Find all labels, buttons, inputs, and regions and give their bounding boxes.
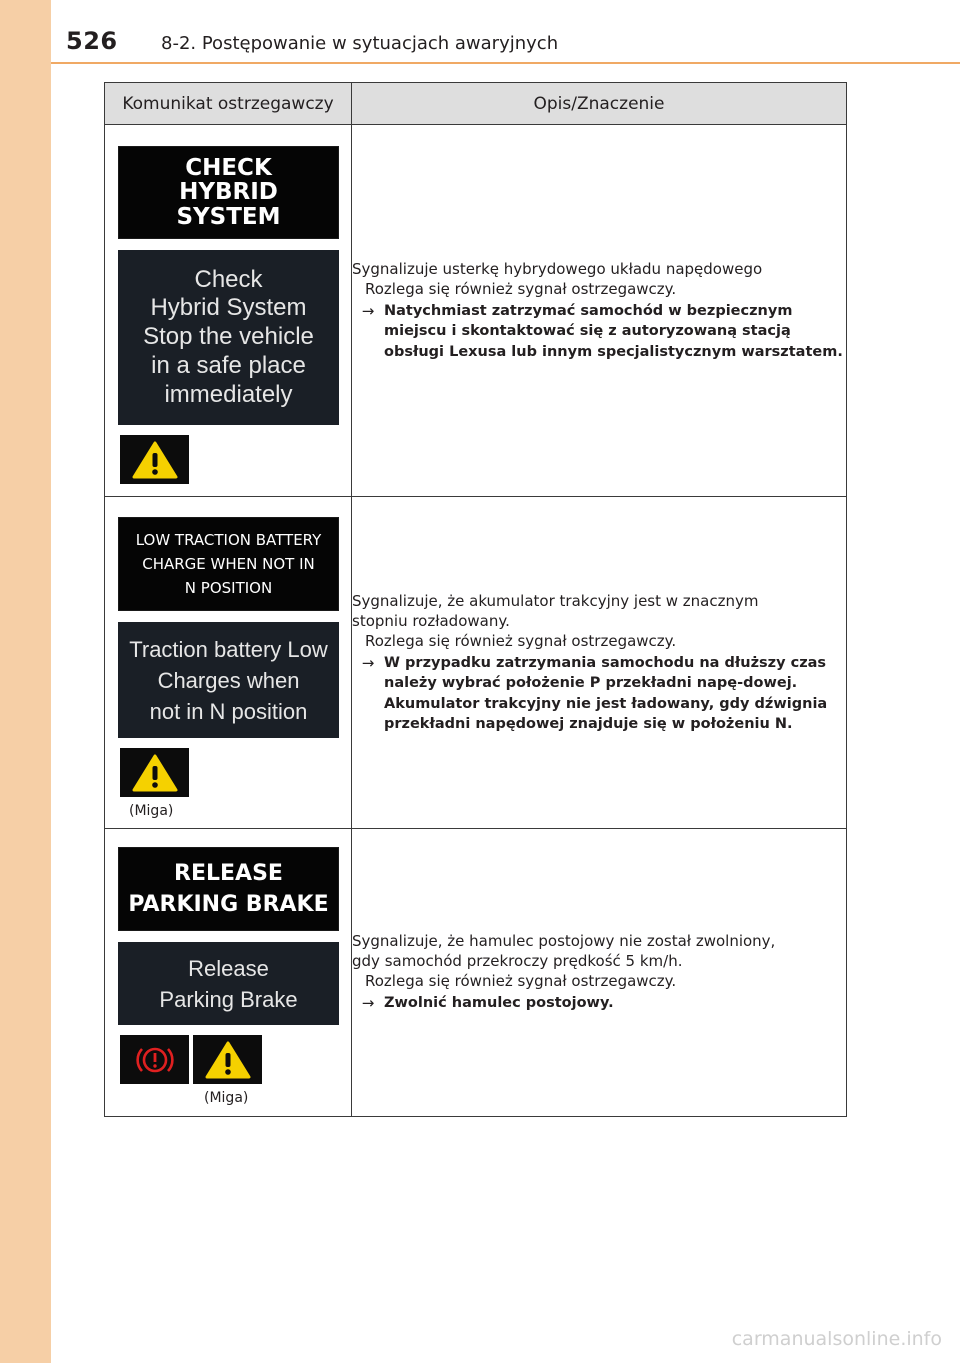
display-screen-soft xyxy=(118,942,339,1025)
screen-line: HYBRID xyxy=(179,179,278,206)
indicator-icons xyxy=(120,435,351,484)
action-instruction xyxy=(352,653,846,735)
section-title: 8-2. Postępowanie w sytuacjach awaryjnych xyxy=(161,33,559,54)
screen-line: SYSTEM xyxy=(176,203,281,230)
action-text: W przypadku zatrzymania samochodu na dłuższy czas należy wybrać położenie P przekładni napę-dowej. Akumulator trakcyjny nie jest ładowany, gdy dźwignia przekładni napędowej znajduje się w położeniu N. xyxy=(384,654,828,732)
blinking-note: (Miga) xyxy=(129,803,174,819)
screen-line: PARKING BRAKE xyxy=(128,892,329,917)
table-header-row xyxy=(105,83,847,125)
screen-line: not in N position xyxy=(149,698,308,724)
screen-line: Traction battery Low xyxy=(129,636,328,662)
arrow-right-icon: → xyxy=(361,653,375,672)
description-cell xyxy=(352,497,847,829)
message-cell xyxy=(105,497,352,829)
description-cell xyxy=(352,125,847,497)
display-screen-bold xyxy=(118,517,339,611)
screen-line: RELEASE xyxy=(174,861,283,886)
screen-line: Release xyxy=(188,955,269,981)
blinking-note: (Miga) xyxy=(204,1090,249,1106)
column-header-description: Opis/Znaczenie xyxy=(352,83,847,125)
buzzer-note: Rozlega się również sygnał ostrzegawczy. xyxy=(365,279,677,298)
table-row xyxy=(105,125,847,497)
table-row xyxy=(105,829,847,1117)
page-header xyxy=(0,0,960,64)
display-screen-bold xyxy=(118,847,339,931)
description-text: Sygnalizuje usterkę hybrydowego układu napędowego xyxy=(352,259,763,278)
warning-triangle-icon xyxy=(120,748,189,797)
screen-line: Check xyxy=(194,265,263,293)
parking-brake-icon xyxy=(120,1035,189,1084)
screen-line: Charges when xyxy=(157,667,300,693)
indicator-icons xyxy=(120,748,351,797)
description-text: Sygnalizuje, że hamulec postojowy nie został zwolniony, xyxy=(352,932,776,951)
screen-line: CHECK xyxy=(185,155,272,182)
display-screen-soft xyxy=(118,250,339,425)
action-text: Zwolnić hamulec postojowy. xyxy=(384,995,614,1012)
description-text: Sygnalizuje, że akumulator trakcyjny jest w znacznym xyxy=(352,591,759,610)
buzzer-note: Rozlega się również sygnał ostrzegawczy. xyxy=(365,972,677,991)
page-number: 526 xyxy=(66,27,118,55)
screen-line: N POSITION xyxy=(184,579,273,597)
table-row xyxy=(105,497,847,829)
header-rule xyxy=(51,62,960,64)
buzzer-note: Rozlega się również sygnał ostrzegawczy. xyxy=(365,631,677,650)
description-text: stopniu rozładowany. xyxy=(352,611,510,630)
description-text: gdy samochód przekroczy prędkość 5 km/h. xyxy=(352,952,683,971)
indicator-icons xyxy=(120,1035,351,1084)
screen-line: LOW TRACTION BATTERY xyxy=(135,531,322,549)
screen-line: immediately xyxy=(164,380,293,408)
warning-triangle-icon xyxy=(193,1035,262,1084)
side-band xyxy=(0,0,51,1363)
action-instruction xyxy=(352,301,846,363)
screen-line: in a safe place xyxy=(151,351,306,379)
screen-line: CHARGE WHEN NOT IN xyxy=(142,555,315,573)
arrow-right-icon: → xyxy=(361,301,375,320)
warning-messages-table xyxy=(104,82,847,1117)
screen-line: Stop the vehicle xyxy=(143,323,314,351)
column-header-message: Komunikat ostrzegawczy xyxy=(105,83,352,125)
warning-triangle-icon xyxy=(120,435,189,484)
message-cell xyxy=(105,125,352,497)
description-cell xyxy=(352,829,847,1117)
screen-line: Parking Brake xyxy=(159,986,298,1012)
action-text: Natychmiast zatrzymać samochód w bezpiecznym miejscu i skontaktować się z autoryzowaną stacją obsługi Lexusa lub innym specjalistycznym warsztatem. xyxy=(384,302,843,360)
message-cell xyxy=(105,829,352,1117)
action-instruction xyxy=(352,993,846,1014)
arrow-right-icon: → xyxy=(361,994,375,1013)
screen-line: Hybrid System xyxy=(150,294,307,322)
watermark: carmanualsonline.info xyxy=(731,1328,942,1350)
display-screen-bold xyxy=(118,146,339,239)
display-screen-soft xyxy=(118,622,339,738)
